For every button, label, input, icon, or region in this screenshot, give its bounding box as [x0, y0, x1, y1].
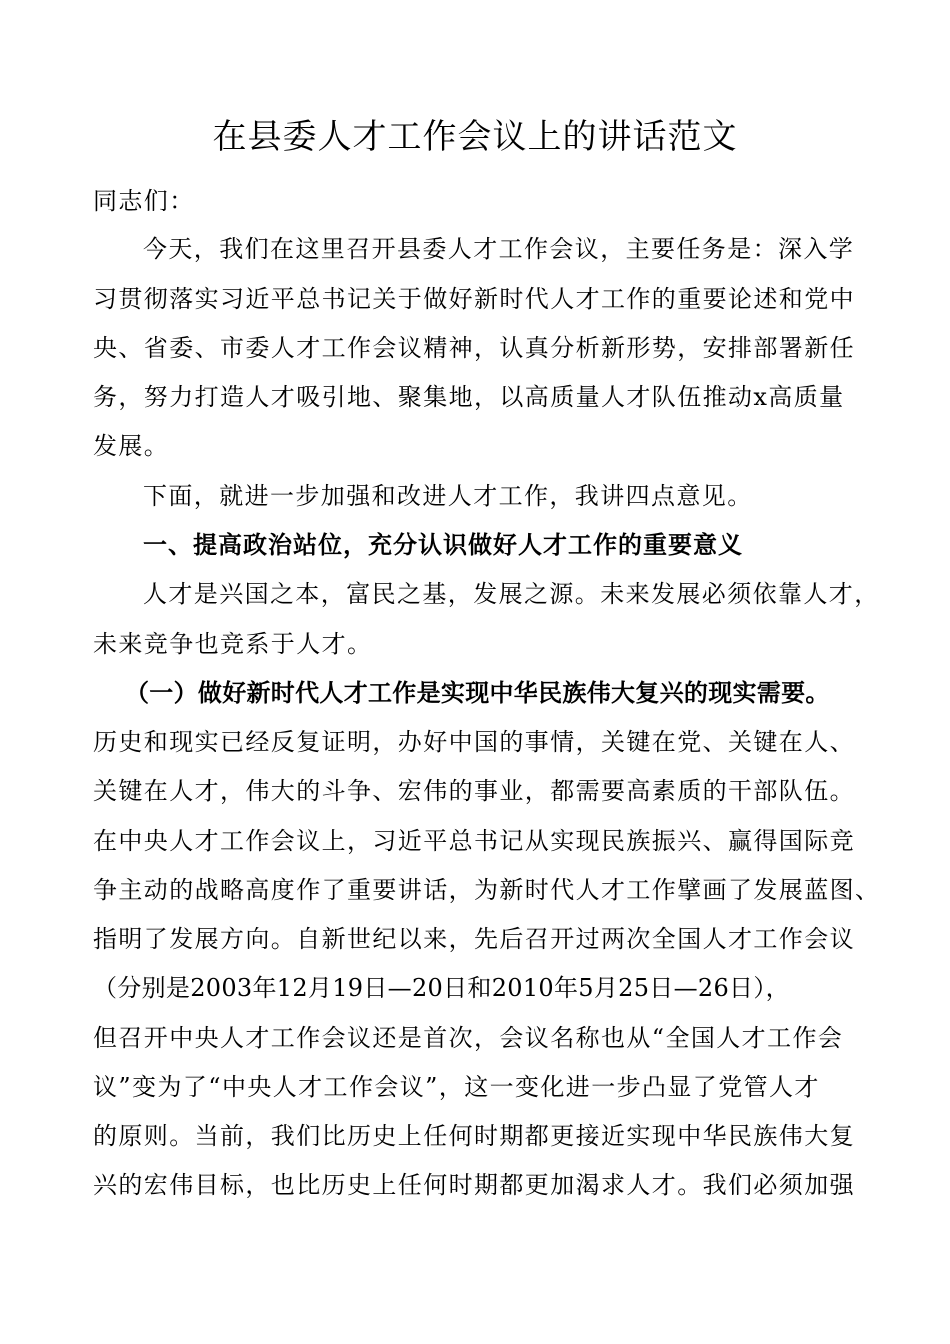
paragraph-line: 央、省委、市委人才工作会议精神，认真分析新形势，安排部署新任 — [93, 334, 855, 362]
salutation: 同志们： — [93, 187, 195, 215]
subsection-heading: （一）做好新时代人才工作是实现中华民族伟大复兴的现实需要。 — [125, 679, 830, 707]
paragraph-line: 人才是兴国之本，富民之基，发展之源。未来发展必须依靠人才， — [143, 580, 880, 608]
paragraph-line: 今天，我们在这里召开县委人才工作会议，主要任务是：深入学 — [143, 235, 855, 263]
paragraph-line: 习贯彻落实习近平总书记关于做好新时代人才工作的重要论述和党中 — [93, 285, 855, 313]
paragraph-line: 关键在人才，伟大的斗争、宏伟的事业，都需要高素质的干部队伍。 — [93, 777, 855, 805]
paragraph-line: 在中央人才工作会议上，习近平总书记从实现民族振兴、赢得国际竞 — [93, 827, 855, 855]
paragraph-line: 指明了发展方向。自新世纪以来，先后召开过两次全国人才工作会议 — [93, 925, 855, 953]
paragraph-line: （分别是2003年12月19日—20日和2010年5月25日—26日）， — [93, 974, 790, 1002]
paragraph-line: 的原则。当前，我们比历史上任何时期都更接近实现中华民族伟大复 — [93, 1122, 855, 1150]
document-title: 在县委人才工作会议上的讲话范文 — [212, 117, 738, 157]
paragraph-line: 议”变为了“中央人才工作会议”，这一变化进一步凸显了党管人才 — [93, 1073, 820, 1101]
paragraph-line: 下面，就进一步加强和改进人才工作，我讲四点意见。 — [143, 482, 753, 510]
paragraph-line: 未来竞争也竞系于人才。 — [93, 630, 373, 658]
paragraph-line: 兴的宏伟目标，也比历史上任何时期都更加渴求人才。我们必须加强 — [93, 1171, 855, 1199]
paragraph-line: 争主动的战略高度作了重要讲话，为新时代人才工作擘画了发展蓝图、 — [93, 876, 881, 904]
paragraph-line: 但召开中央人才工作会议还是首次，会议名称也从“全国人才工作会 — [93, 1024, 844, 1052]
paragraph-line: 历史和现实已经反复证明，办好中国的事情，关键在党、关键在人、 — [93, 728, 855, 756]
paragraph-line: 务，努力打造人才吸引地、聚集地，以高质量人才队伍推动x高质量 — [93, 383, 845, 411]
paragraph-line: 发展。 — [93, 432, 170, 460]
section-heading: 一、提高政治站位，充分认识做好人才工作的重要意义 — [143, 531, 743, 559]
